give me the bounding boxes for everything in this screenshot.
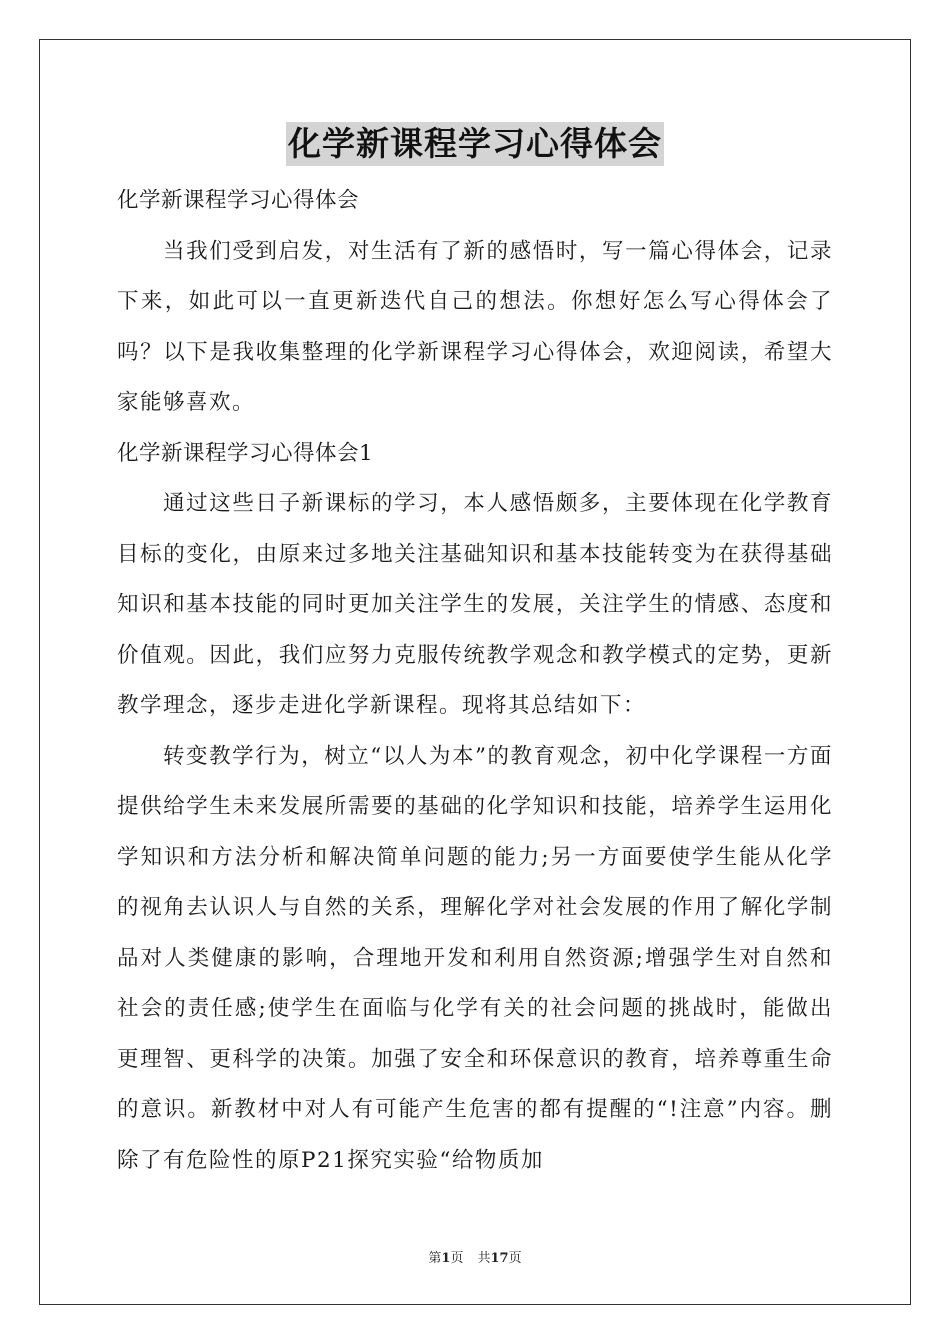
document-body — [117, 176, 833, 1186]
document-title: 化学新课程学习心得体会 — [286, 122, 664, 166]
total-pages: 17 — [490, 1251, 509, 1266]
subtitle-paragraph: 化学新课程学习心得体会 — [117, 188, 360, 213]
total-prefix: 共 — [477, 1251, 491, 1266]
page-suffix: 页 — [450, 1251, 464, 1266]
title-container — [0, 122, 950, 166]
total-suffix: 页 — [508, 1251, 522, 1266]
page-prefix: 第 — [428, 1251, 442, 1266]
intro-paragraph: 当我们受到启发，对生活有了新的感悟时，写一篇心得体会，记录下来，如此可以一直更新迭代自己的想法。你想好怎么写心得体会了吗？以下是我收集整理的化学新课程学习心得体会，欢迎阅读，希望大家能够喜欢。 — [117, 238, 833, 415]
section-heading: 化学新课程学习心得体会1 — [117, 440, 374, 466]
page-footer — [0, 1247, 950, 1266]
page-number: 1 — [441, 1251, 451, 1266]
body-paragraph: 转变教学行为，树立“以人为本”的教育观念，初中化学课程一方面提供给学生未来发展所需要的基础的化学知识和技能，培养学生运用化学知识和方法分析和解决简单问题的能力;另一方面要使学生能从化学的视角去认识人与自然的关系，理解化学对社会发展的作用了解化学制品对人类健康的影响，合理地开发和利用自然资源;增强学生对自然和社会的责任感;使学生在面临与化学有关的社会问题的挑战时，能做出更理智、更科学的决策。加强了安全和环保意识的教育，培养尊重生命的意识。新教材中对人有可能产生危害的都有提醒的“!注意”内容。删除了有危险性的原P21探究实验“给物质加 — [117, 743, 833, 1173]
body-paragraph: 通过这些日子新课标的学习，本人感悟颇多，主要体现在化学教育目标的变化，由原来过多地关注基础知识和基本技能转变为在获得基础知识和基本技能的同时更加关注学生的发展，关注学生的情感、态度和价值观。因此，我们应努力克服传统教学观念和教学模式的定势，更新教学理念，逐步走进化学新课程。现将其总结如下： — [117, 491, 833, 718]
